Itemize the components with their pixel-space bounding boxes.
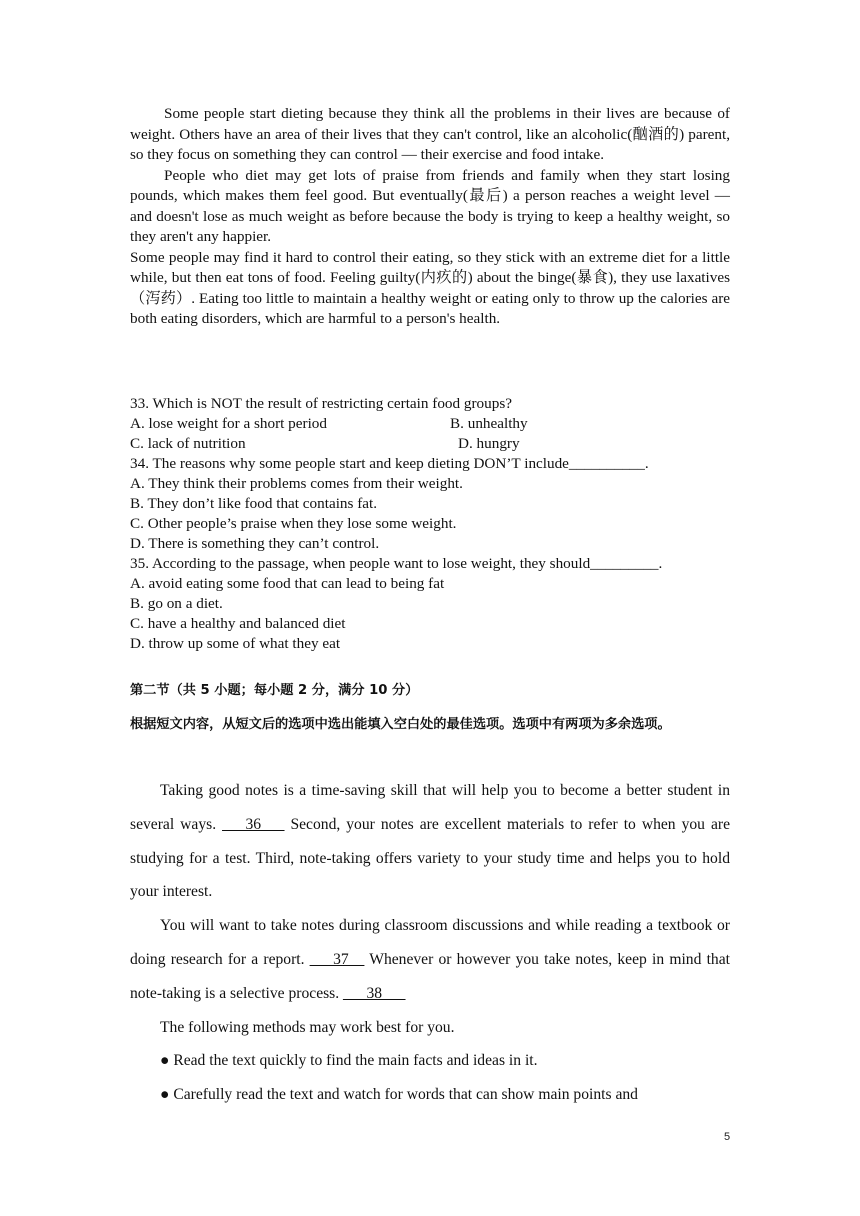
passage-one-paragraph-3: Some people may find it hard to control their eating, so they stick with an extreme diet for a little while, but then eat tons of food. Feeling guilty(内疚的) about the binge(暴食), they use laxatives（泻药）. Eating too little to maintain a healthy weight or eating only to throw up the calories are both eating disorders, which are harmful to a person's health.	[130, 248, 730, 327]
question-33-option-b: B. unhealthy	[450, 415, 528, 432]
method-bullet-2: ● Carefully read the text and watch for words that can show main points and	[160, 1086, 638, 1104]
question-34-option-d: D. There is something they can’t control.	[130, 535, 380, 552]
question-34-option-a: A. They think their problems comes from their weight.	[130, 475, 463, 492]
question-33-option-a: A. lose weight for a short period	[130, 415, 327, 432]
question-33-options-row-2	[130, 434, 730, 454]
question-list	[130, 394, 730, 654]
question-33-stem: 33. Which is NOT the result of restricting certain food groups?	[130, 395, 512, 412]
question-34-option-b: B. They don’t like food that contains fat.	[130, 495, 378, 512]
method-bullet-1: ● Read the text quickly to find the main facts and ideas in it.	[160, 1052, 538, 1070]
question-33-option-c: C. lack of nutrition	[130, 435, 246, 452]
section-two-heading: 第二节（共 5 小题；每小题 2 分，满分 10 分）	[130, 683, 419, 698]
passage-one-paragraph-1: Some people start dieting because they think all the problems in their lives are because of weight. Others have an area of their lives that they can't control, like an alcoholic(酗酒的) parent, so they focus on something they can control — their exercise and food intake.	[130, 105, 730, 163]
passage-two	[130, 774, 730, 1112]
passage-one-paragraph-2: People who diet may get lots of praise from friends and family when they start losing pounds, which makes them feel good. But eventually(最后) a person reaches a weight level — and doesn't lose as much weight as before because the body is trying to keep a healthy weight, so they aren't any happier.	[130, 166, 730, 245]
passage-two-paragraph-2	[130, 909, 730, 1010]
section-two-instruction: 根据短文内容，从短文后的选项中选出能填入空白处的最佳选项。选项中有两项为多余选项。	[130, 717, 671, 732]
question-35-stem: 35. According to the passage, when people want to lose weight, they should_________.	[130, 555, 663, 572]
question-35-option-c: C. have a healthy and balanced diet	[130, 615, 346, 632]
page-number: 5	[724, 1131, 731, 1143]
question-35-option-d: D. throw up some of what they eat	[130, 635, 341, 652]
question-34-option-c: C. Other people’s praise when they lose some weight.	[130, 515, 457, 532]
question-35-option-b: B. go on a diet.	[130, 595, 223, 612]
question-35-option-a: A. avoid eating some food that can lead to being fat	[130, 575, 445, 592]
question-34-stem: 34. The reasons why some people start and keep dieting DON’T include__________.	[130, 455, 649, 472]
passage-two-paragraph-2-text-a: You will want to take notes during classroom discussions and while reading a textbook or doing research for a report.	[130, 917, 730, 968]
passage-two-paragraph-3: The following methods may work best for you.	[160, 1018, 455, 1036]
blank-38: ___38___	[343, 984, 406, 1002]
blank-36: ___36___	[222, 815, 285, 833]
question-33-options-row-1	[130, 414, 730, 434]
passage-two-paragraph-2-text-b: Whenever or however you take notes, keep in mind that note-taking is a selective process.	[130, 950, 730, 1002]
passage-two-paragraph-1-text-b: Second, your notes are excellent materials to refer to when you are studying for a test. Third, note-taking offers variety to your study time and helps you to hold your interest.	[130, 815, 730, 901]
question-33-option-d: D. hungry	[458, 435, 520, 452]
section-two-header	[130, 674, 730, 742]
blank-37: ___37__	[309, 950, 365, 968]
passage-one	[130, 104, 730, 330]
passage-two-paragraph-1-text-a: Taking good notes is a time-saving skill that will help you to become a better student in several ways.	[130, 782, 730, 833]
passage-two-paragraph-1	[130, 774, 730, 909]
